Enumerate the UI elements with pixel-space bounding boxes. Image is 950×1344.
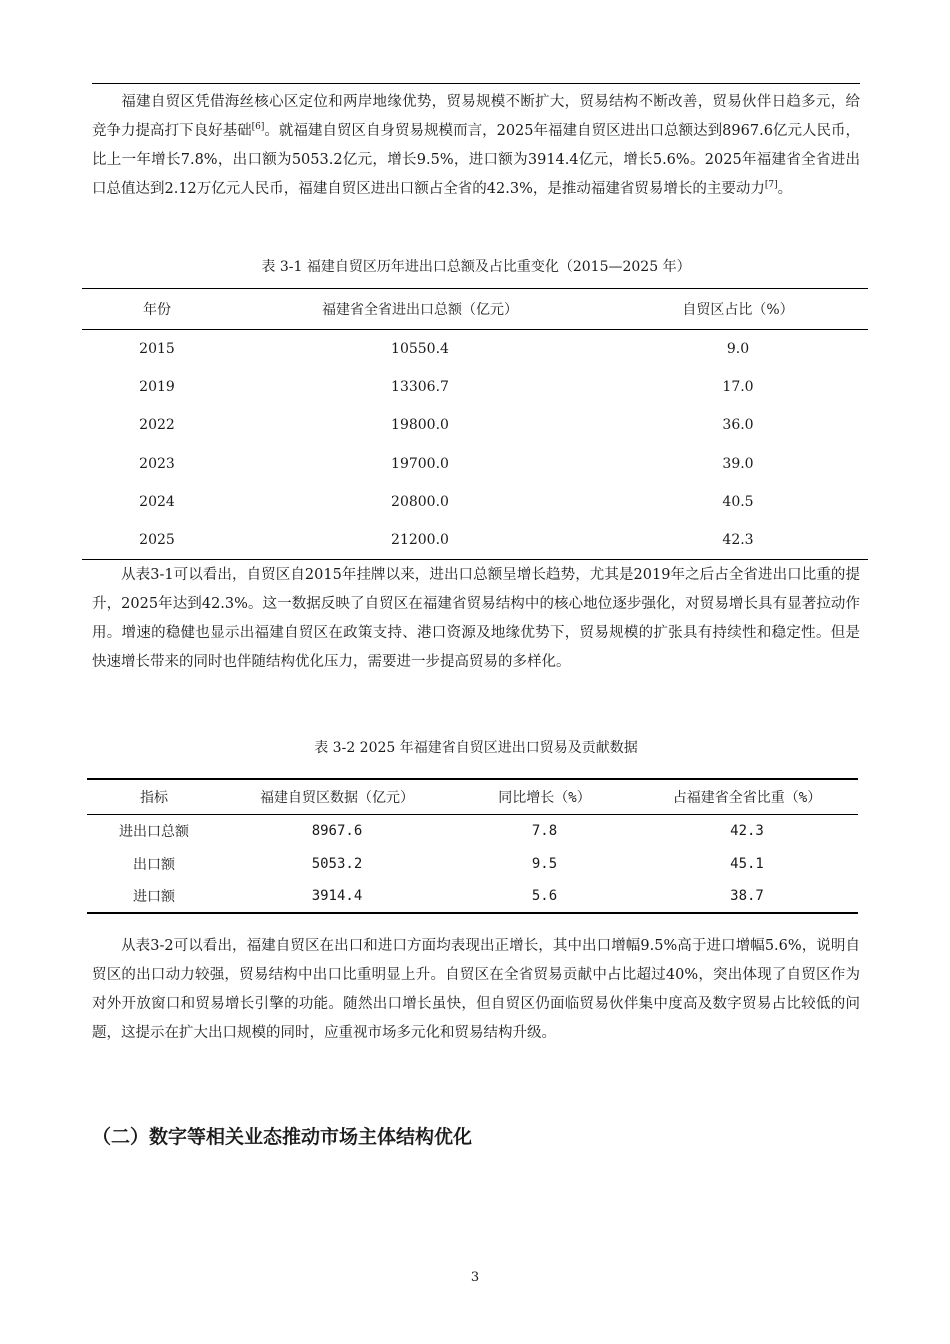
- table-3-2: [87, 778, 858, 914]
- table-cell: 38.7: [730, 888, 764, 904]
- citation-6: [6]: [251, 122, 265, 133]
- table-cell: 2023: [139, 455, 175, 472]
- table-cell: 2015: [139, 340, 175, 357]
- header-rule: [92, 83, 860, 84]
- table-cell: 3914.4: [311, 888, 363, 904]
- paragraph-intro: [92, 88, 860, 204]
- paragraph-table-3-1-analysis-text: 从表3-1可以看出，自贸区自2015年挂牌以来，进出口总额呈增长趋势，尤其是2019年之后占全省进出口比重的提升，2025年达到42.3%。这一数据反映了自贸区在福建省贸易结构中的核心地位逐步强化，对贸易增长具有显著拉动作用。增速的稳健也显示出福建自贸区在政策支持、港口资源及地缘优势下，贸易规模的扩张具有持续性和稳定性。但是快速增长带来的同时也伴随结构优化压力，需要进一步提高贸易的多样化。: [92, 567, 860, 670]
- table-header-row: [82, 289, 868, 330]
- paragraph-table-3-2-analysis-text: 从表3-2可以看出，福建自贸区在出口和进口方面均表现出正增长，其中出口增幅9.5%高于进口增幅5.6%，说明自贸区的出口动力较强，贸易结构中出口比重明显上升。自贸区在全省贸易贡献中占比超过40%，突出体现了自贸区作为对外开放窗口和贸易增长引擎的功能。随然出口增长虽快，但自贸区仍面临贸易伙伴集中度高及数字贸易占比较低的问题，这提示在扩大出口规模的同时，应重视市场多元化和贸易结构升级。: [92, 938, 860, 1041]
- table-header-cell: 占福建省全省比重（%）: [672, 789, 822, 806]
- table-header-row: [87, 779, 858, 814]
- page-number: 3: [470, 1270, 480, 1285]
- table-row: [87, 814, 858, 847]
- table-3-2-caption: 表 3-2 2025 年福建省自贸区进出口贸易及贡献数据: [314, 740, 638, 756]
- paragraph-intro-text-b: 。就福建自贸区自身贸易规模而言，2025年福建自贸区进出口总额达到8967.6亿元人民币，比上一年增长7.8%，出口额为5053.2亿元，增长9.5%，进口额为3914.4亿元，增长5.6%。2025年福建省全省进出口总值达到2.12万亿元人民币，福建自贸区进出口额占全省的42.3%，是推动福建省贸易增长的主要动力: [92, 123, 860, 197]
- table-cell: 出口额: [133, 856, 175, 873]
- table-row: [82, 483, 868, 521]
- paragraph-table-3-2-analysis: [92, 932, 860, 1048]
- table-row: [82, 406, 868, 444]
- section-heading: （二）数字等相关业态推动市场主体结构优化: [92, 1126, 473, 1148]
- table-row: [87, 880, 858, 913]
- paragraph-table-3-1-analysis: [92, 561, 860, 677]
- table-cell: 2024: [139, 493, 175, 510]
- table-cell: 9.0: [726, 340, 750, 357]
- paragraph-intro-text-c: 。: [777, 181, 793, 197]
- table-cell: 8967.6: [311, 822, 363, 839]
- table-header-cell: 福建自贸区数据（亿元）: [260, 789, 414, 806]
- table-3-1-caption: 表 3-1 福建自贸区历年进出口总额及占比重变化（2015—2025 年）: [261, 259, 691, 275]
- table-header-cell: 福建省全省进出口总额（亿元）: [322, 302, 518, 318]
- table-cell: 10550.4: [391, 340, 449, 357]
- table-3-1: [82, 288, 868, 560]
- table-cell: 17.0: [722, 378, 754, 395]
- table-row: [82, 330, 868, 368]
- table-cell: 20800.0: [391, 493, 449, 510]
- paragraph-intro-text-a: 福建自贸区凭借海丝核心区定位和两岸地缘优势，贸易规模不断扩大，贸易结构不断改善，贸易伙伴日趋多元，给竞争力提高打下良好基础: [92, 94, 860, 139]
- citation-7: [7]: [764, 180, 778, 191]
- table-cell: 进出口总额: [119, 823, 189, 840]
- table-cell: 19800.0: [391, 417, 449, 434]
- table-cell: 2025: [139, 531, 175, 548]
- table-cell: 2019: [139, 378, 175, 395]
- table-cell: 42.3: [730, 822, 764, 839]
- table-cell: 36.0: [722, 417, 754, 434]
- table-cell: 2022: [139, 417, 175, 434]
- table-cell: 40.5: [722, 493, 754, 510]
- table-row: [82, 521, 868, 559]
- table-row: [87, 847, 858, 880]
- table-row: [82, 368, 868, 406]
- table-row: [82, 444, 868, 482]
- table-header-cell: 自贸区占比（%）: [682, 302, 794, 318]
- table-header-cell: 指标: [140, 789, 168, 806]
- table-cell: 进口额: [133, 889, 175, 905]
- table-cell: 45.1: [730, 855, 764, 872]
- table-cell: 42.3: [722, 531, 754, 548]
- table-cell: 7.8: [531, 822, 558, 839]
- table-header-cell: 同比增长（%）: [498, 789, 591, 806]
- table-cell: 5053.2: [311, 855, 363, 872]
- table-header-cell: 年份: [143, 302, 171, 318]
- table-cell: 5.6: [531, 888, 558, 904]
- table-cell: 21200.0: [391, 531, 449, 548]
- table-cell: 19700.0: [391, 455, 449, 472]
- table-cell: 39.0: [722, 455, 754, 472]
- table-cell: 13306.7: [391, 378, 449, 395]
- table-cell: 9.5: [531, 855, 558, 872]
